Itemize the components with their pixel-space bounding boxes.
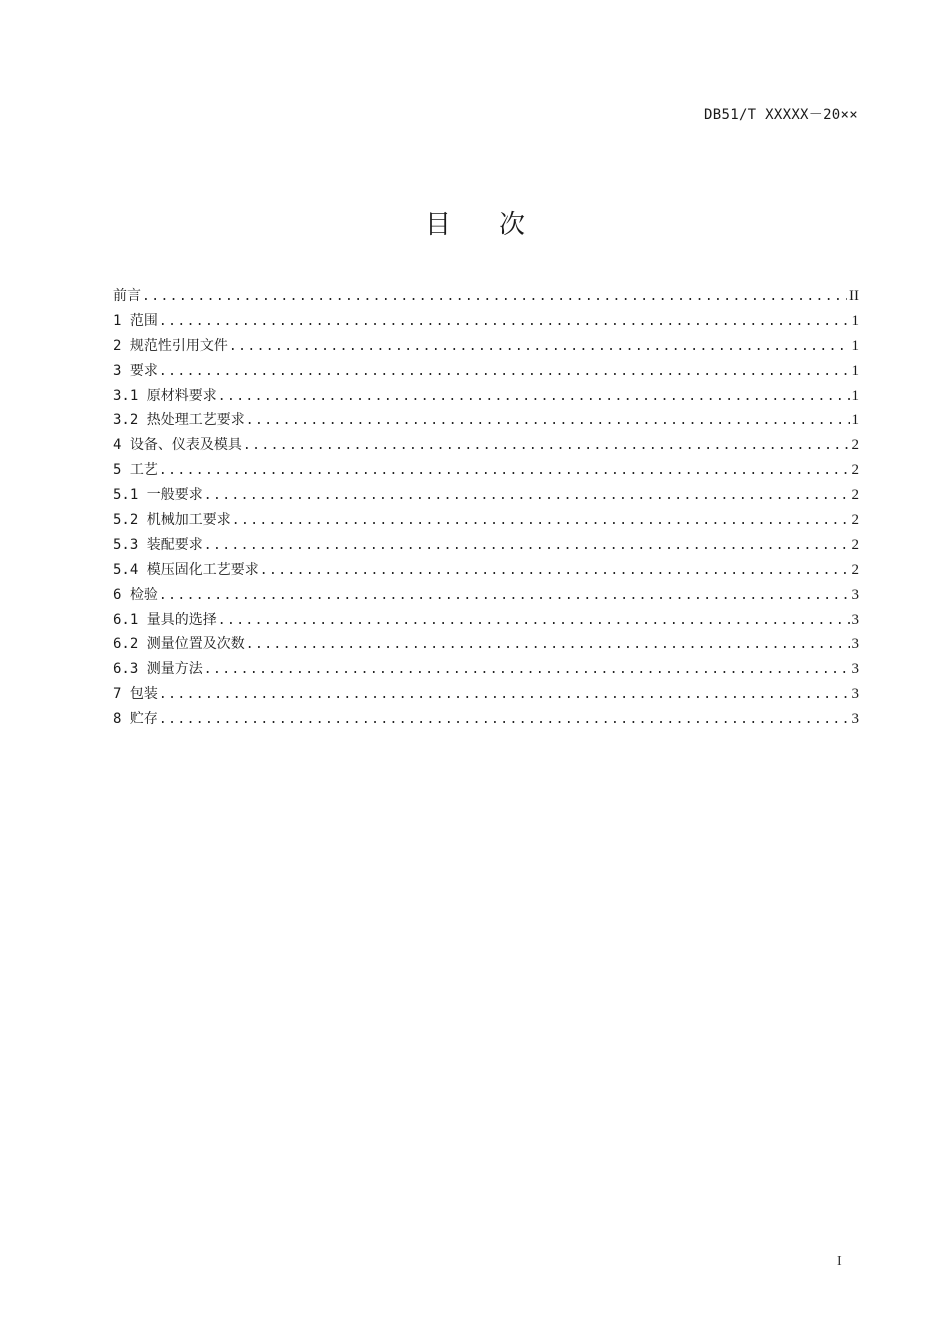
toc-entry-8[interactable] xyxy=(113,707,859,732)
toc-entry-6-2[interactable] xyxy=(113,632,859,657)
toc-entry-label xyxy=(113,533,203,558)
toc-entry-label xyxy=(113,334,228,359)
toc-entry-label xyxy=(113,284,141,309)
toc-entry-text: 贮存 xyxy=(129,711,158,728)
toc-entry-label xyxy=(113,483,203,508)
toc-entry-text: 工艺 xyxy=(129,462,158,479)
document-code: DB51/T XXXXX－20×× xyxy=(704,107,858,123)
toc-entry-page: 3 xyxy=(851,661,859,678)
toc-entry-7[interactable] xyxy=(113,682,859,707)
toc-entry-5[interactable] xyxy=(113,458,859,483)
toc-leader-dots xyxy=(243,434,850,459)
toc-entry-foreword[interactable] xyxy=(113,284,859,309)
toc-leader-dots xyxy=(159,310,850,335)
toc-leader-dots xyxy=(218,385,850,410)
toc-leader-dots xyxy=(218,609,850,634)
page-number: I xyxy=(837,1254,842,1269)
toc-leader-dots xyxy=(204,534,850,559)
toc-entry-page: 2 xyxy=(851,437,859,454)
toc-leader-dots xyxy=(246,409,850,434)
toc-entry-number: 7 xyxy=(113,686,122,703)
toc-entry-page: 2 xyxy=(851,487,859,504)
toc-entry-label xyxy=(113,384,217,409)
toc-entry-label xyxy=(113,309,158,334)
toc-leader-dots xyxy=(159,459,850,484)
toc-entry-page: 1 xyxy=(851,337,859,354)
toc-entry-page: 2 xyxy=(851,512,859,529)
toc-entry-text: 热处理工艺要求 xyxy=(146,412,245,429)
toc-leader-dots xyxy=(142,285,847,310)
toc-entry-3[interactable] xyxy=(113,359,859,384)
toc-entry-label xyxy=(113,682,158,707)
toc-entry-page: II xyxy=(849,288,859,304)
toc-entry-text: 设备、仪表及模具 xyxy=(129,437,242,454)
toc-entry-text: 规范性引用文件 xyxy=(129,337,228,354)
toc-entry-text: 一般要求 xyxy=(146,487,203,504)
toc-entry-number: 5.1 xyxy=(113,487,139,504)
toc-entry-text: 测量位置及次数 xyxy=(146,636,245,653)
toc-entry-text: 装配要求 xyxy=(146,536,203,553)
toc-entry-label xyxy=(113,508,231,533)
toc-entry-text: 范围 xyxy=(129,312,158,329)
toc-entry-page: 2 xyxy=(851,536,859,553)
toc-entry-number: 6.2 xyxy=(113,636,139,653)
toc-entry-5-2[interactable] xyxy=(113,508,859,533)
toc-leader-dots xyxy=(159,708,850,733)
toc-entry-number: 3.2 xyxy=(113,412,139,429)
toc-entry-page: 1 xyxy=(851,312,859,329)
toc-entry-number: 3.1 xyxy=(113,387,139,404)
toc-entry-number: 2 xyxy=(113,337,122,354)
toc-entry-number: 6.3 xyxy=(113,661,139,678)
toc-leader-dots xyxy=(159,584,850,609)
toc-entry-label xyxy=(113,408,245,433)
toc-entry-number: 5.3 xyxy=(113,536,139,553)
toc-entry-number: 4 xyxy=(113,437,122,454)
toc-entry-label xyxy=(113,558,259,583)
toc-entry-4[interactable] xyxy=(113,433,859,458)
toc-entry-text: 原材料要求 xyxy=(146,387,217,404)
toc-entry-text: 测量方法 xyxy=(146,661,203,678)
toc-entry-6-1[interactable] xyxy=(113,608,859,633)
toc-entry-page: 3 xyxy=(851,636,859,653)
toc-entry-6-3[interactable] xyxy=(113,657,859,682)
toc-entry-2[interactable] xyxy=(113,334,859,359)
toc-entry-label xyxy=(113,707,158,732)
toc-entry-5-3[interactable] xyxy=(113,533,859,558)
toc-entry-number: 1 xyxy=(113,312,122,329)
toc-entry-6[interactable] xyxy=(113,583,859,608)
toc-entry-page: 2 xyxy=(851,462,859,479)
toc-entry-number: 5.2 xyxy=(113,512,139,529)
toc-entry-page: 1 xyxy=(851,387,859,404)
toc-entry-5-1[interactable] xyxy=(113,483,859,508)
toc-leader-dots xyxy=(159,683,850,708)
toc-entry-number: 5 xyxy=(113,462,122,479)
toc-entry-number: 5.4 xyxy=(113,561,139,578)
toc-entry-text: 机械加工要求 xyxy=(146,512,231,529)
toc-entry-page: 3 xyxy=(851,686,859,703)
toc-entry-page: 1 xyxy=(851,362,859,379)
toc-entry-number: 3 xyxy=(113,362,122,379)
toc-entry-number: 6.1 xyxy=(113,611,139,628)
toc-leader-dots xyxy=(204,658,850,683)
toc-leader-dots xyxy=(232,509,850,534)
toc-entry-label xyxy=(113,433,242,458)
toc-title: 目次 xyxy=(424,210,573,240)
toc-entry-page: 2 xyxy=(851,561,859,578)
toc-entry-number: 6 xyxy=(113,586,122,603)
toc-leader-dots xyxy=(204,484,850,509)
toc-entry-page: 3 xyxy=(851,611,859,628)
toc-entry-label xyxy=(113,458,158,483)
toc-entry-text: 检验 xyxy=(129,586,158,603)
toc-entry-1[interactable] xyxy=(113,309,859,334)
toc-leader-dots xyxy=(159,360,850,385)
toc-entry-text: 模压固化工艺要求 xyxy=(146,561,259,578)
toc-leader-dots xyxy=(260,559,850,584)
toc-entry-label xyxy=(113,632,245,657)
toc-entry-text: 要求 xyxy=(129,362,158,379)
toc-entry-label xyxy=(113,657,203,682)
toc-leader-dots xyxy=(246,633,850,658)
toc-entry-3-2[interactable] xyxy=(113,408,859,433)
toc-entry-5-4[interactable] xyxy=(113,558,859,583)
toc-entry-number: 8 xyxy=(113,711,122,728)
toc-entry-page: 1 xyxy=(851,412,859,429)
toc-entry-3-1[interactable] xyxy=(113,384,859,409)
toc-entry-text: 量具的选择 xyxy=(146,611,217,628)
toc-entry-page: 3 xyxy=(851,711,859,728)
toc-entry-label xyxy=(113,583,158,608)
toc-leader-dots xyxy=(229,335,850,360)
toc-entry-text: 前言 xyxy=(113,288,141,304)
toc-entry-page: 3 xyxy=(851,586,859,603)
table-of-contents xyxy=(113,284,859,732)
toc-entry-label xyxy=(113,359,158,384)
toc-entry-text: 包装 xyxy=(129,686,158,703)
toc-entry-label xyxy=(113,608,217,633)
